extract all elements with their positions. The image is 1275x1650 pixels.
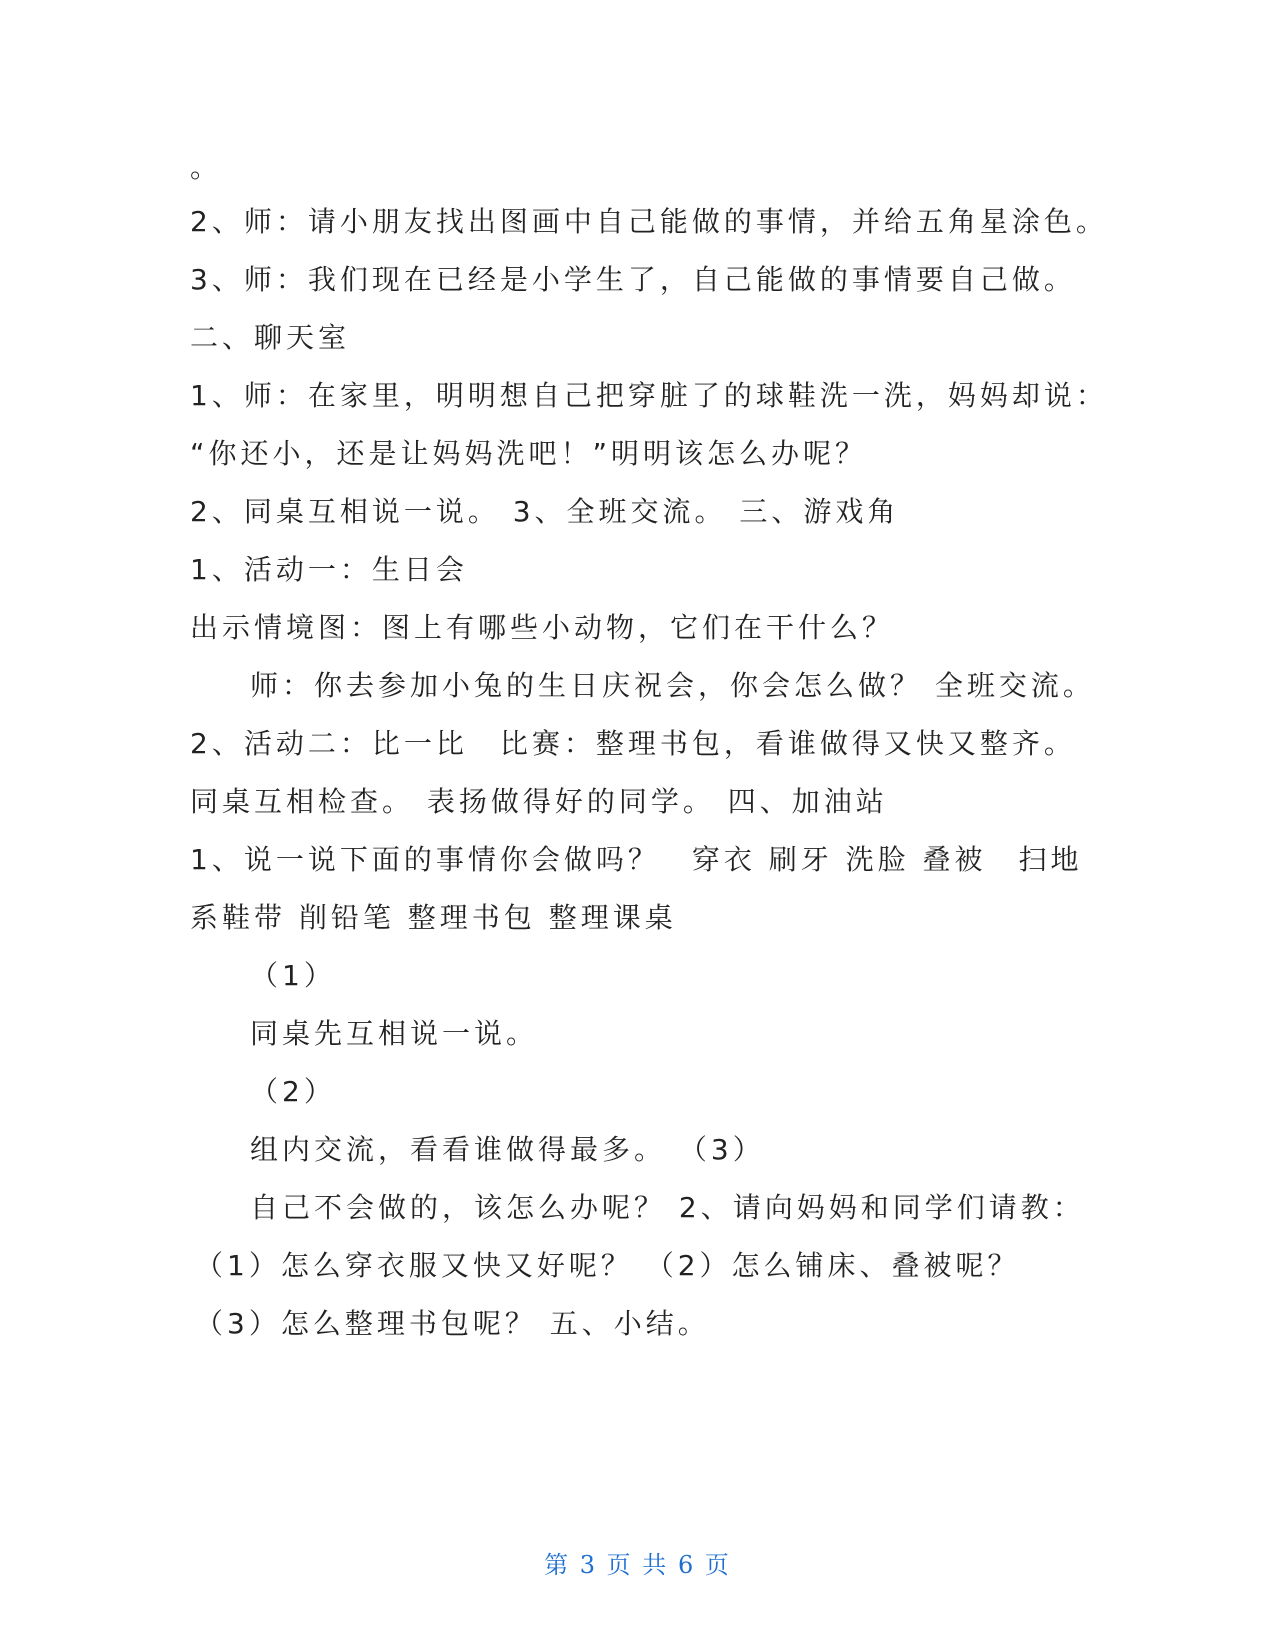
text-line: 。 — [190, 151, 223, 184]
text-line: （3）怎么整理书包呢？ 五、小结。 — [195, 1307, 710, 1340]
text-line: 同桌互相检查。 表扬做得好的同学。 四、加油站 — [190, 785, 888, 818]
text-line: 1、说一说下面的事情你会做吗？ 穿衣 刷牙 洗脸 叠被 扫地 — [190, 843, 1083, 876]
text-line: 2、同桌互相说一说。 3、全班交流。 三、游戏角 — [190, 495, 900, 528]
text-line: 组内交流，看看谁做得最多。 （3） — [250, 1133, 765, 1166]
section-heading: 二、聊天室 — [190, 321, 351, 354]
text-line: 自己不会做的，该怎么办呢？ 2、请向妈妈和同学们请教： — [250, 1191, 1085, 1224]
text-line: （1）怎么穿衣服又快又好呢？ （2）怎么铺床、叠被呢？ — [195, 1249, 1020, 1282]
text-line: 1、师：在家里，明明想自己把穿脏了的球鞋洗一洗，妈妈却说： — [190, 379, 1108, 412]
text-line: 同桌先互相说一说。 — [250, 1017, 539, 1050]
text-line: “你还小，还是让妈妈洗吧！”明明该怎么办呢？ — [190, 437, 868, 470]
text-line: （2） — [250, 1075, 336, 1108]
text-line: （1） — [250, 959, 336, 992]
text-line: 系鞋带 削铅笔 整理书包 整理课桌 — [190, 901, 677, 934]
text-line: 1、活动一：生日会 — [190, 553, 468, 586]
text-line: 2、师：请小朋友找出图画中自己能做的事情，并给五角星涂色。 — [190, 205, 1108, 238]
text-line: 2、活动二：比一比 比赛：整理书包，看谁做得又快又整齐。 — [190, 727, 1076, 760]
text-line: 师：你去参加小兔的生日庆祝会，你会怎么做？ 全班交流。 — [250, 669, 1095, 702]
page-footer: 第 3 页 共 6 页 — [544, 1551, 731, 1579]
text-line: 3、师：我们现在已经是小学生了，自己能做的事情要自己做。 — [190, 263, 1076, 296]
text-line: 出示情境图：图上有哪些小动物，它们在干什么？ — [190, 611, 895, 644]
